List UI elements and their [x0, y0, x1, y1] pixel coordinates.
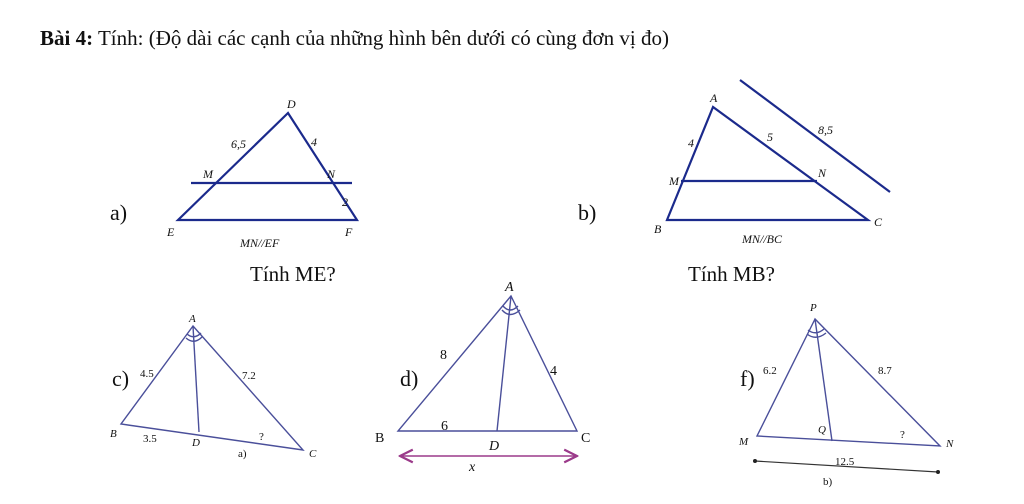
fig-a-vertex-e: E [167, 225, 175, 239]
fig-b-vertex-b: B [654, 222, 662, 236]
fig-b-length-am: 4 [688, 136, 694, 150]
fig-f-length-mn: 12.5 [835, 456, 855, 468]
fig-c-vertex-a: A [189, 313, 196, 325]
fig-c-length-bd: 3.5 [143, 433, 157, 445]
fig-c-sub-label: a) [238, 448, 247, 460]
fig-f-vertex-n: N [946, 438, 954, 450]
fig-d-vertex-c: C [581, 431, 591, 446]
figure-b [667, 80, 890, 220]
triangle-pmn [757, 319, 940, 446]
figure-c [121, 326, 303, 450]
fig-f-sub-label: b) [823, 476, 833, 488]
part-d-label: d) [400, 366, 419, 391]
fig-b-length-ac: 8,5 [818, 123, 833, 137]
fig-f-vertex-q: Q [818, 424, 826, 436]
triangle-abc [667, 107, 868, 220]
fig-b-vertex-c: C [874, 215, 883, 229]
fig-f-vertex-m: M [739, 436, 749, 448]
fig-b-vertex-a: A [710, 91, 718, 105]
endpoint-dot [936, 470, 940, 474]
fig-f-length-pn: 8.7 [878, 365, 892, 377]
fig-d-vertex-a: A [505, 280, 514, 295]
fig-b-vertex-m: M [669, 174, 679, 188]
part-a-label: a) [110, 200, 128, 225]
fig-a-vertex-n: N [327, 167, 336, 181]
question-a: Tính ME? [250, 262, 336, 286]
fig-a-vertex-d: D [287, 97, 296, 111]
bisector-ad [497, 296, 511, 431]
figure-f [755, 319, 940, 472]
fig-f-length-qn: ? [900, 429, 905, 441]
fig-a-condition: MN//EF [240, 236, 280, 250]
exercise-instruction: Tính: (Độ dài các cạnh của những hình bên dưới có cùng đơn vị đo) [93, 26, 669, 50]
fig-d-length-bd: 6 [441, 419, 448, 434]
fig-f-length-pm: 6.2 [763, 365, 777, 377]
fig-b-vertex-n: N [818, 166, 827, 180]
fig-a-length-dn: 4 [311, 135, 317, 149]
fig-b-length-an: 5 [767, 130, 773, 144]
part-c-label: c) [112, 366, 130, 391]
part-b-label: b) [578, 200, 597, 225]
fig-a-vertex-f: F [345, 225, 353, 239]
fig-c-length-ac: 7.2 [242, 370, 256, 382]
triangle-abc [121, 326, 303, 450]
fig-a-length-nf: 2 [342, 195, 348, 209]
fig-c-vertex-c: C [309, 448, 317, 460]
fig-a-vertex-m: M [203, 167, 213, 181]
fig-d-vertex-b: B [375, 431, 385, 446]
fig-d-length-ac: 4 [550, 364, 557, 379]
fig-f-vertex-p: P [810, 302, 817, 314]
fig-d-length-x: x [469, 460, 476, 475]
question-b: Tính MB? [688, 262, 775, 286]
fig-a-length-dm: 6,5 [231, 137, 246, 151]
length-marker-ac [740, 80, 890, 192]
fig-c-vertex-d: D [192, 437, 200, 449]
fig-c-vertex-b: B [110, 428, 117, 440]
fig-c-length-dc: ? [259, 431, 264, 443]
fig-d-vertex-d: D [489, 439, 500, 454]
fig-d-length-ab: 8 [440, 348, 447, 363]
exercise-number: Bài 4: [40, 26, 94, 50]
fig-c-length-ab: 4.5 [140, 368, 154, 380]
part-f-label: f) [740, 366, 755, 391]
fig-b-condition: MN//BC [742, 232, 783, 246]
endpoint-dot [753, 459, 757, 463]
